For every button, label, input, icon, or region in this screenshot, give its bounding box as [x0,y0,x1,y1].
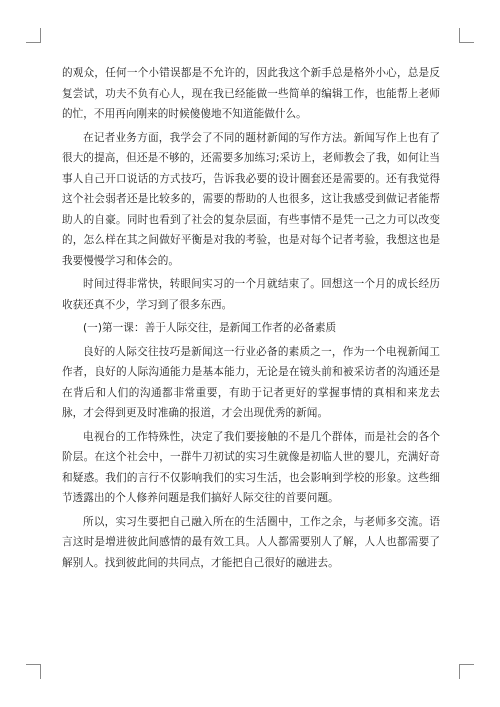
paragraph-interpersonal-skills: 良好的人际交往技巧是新闻这一行业必备的素质之一，作为一个电视新闻工作者，良好的人际沟通能力是基本能力，无论是在镜头前和被采访者的沟通还是在背后和人们的沟通都非常重要，有助于记者更好的掌握事情的真相和来龙去脉，才会得到更及时准确的报道，才会出现优秀的新闻。 [62,345,440,419]
section-heading-lesson-one: (一)第一课：善于人际交往，是新闻工作者的必备素质 [83,322,337,334]
crop-mark-top-right [459,28,474,43]
paragraph-tv-station: 电视台的工作特殊性，决定了我们要接触的不是几个群体，而是社会的各个阶层。在这个社会中，一群牛刀初试的实习生就像是初临人世的婴儿，充满好奇和疑惑。我们的言行不仅影响我们的实习生活，也会影响到学校的形象。这些细节透露出的个人修养问题是我们搞好人际交往的首要问题。 [62,430,440,504]
paragraph-conclusion: 所以，实习生要把自己融入所在的生活圈中，工作之余，与老师多交流。语言这时是增进彼此间感情的最有效工具。人人都需要别人了解，人人也都需要了解别人。找到彼此间的共同点，才能把自己很好的融进去。 [62,515,440,569]
document-body [62,63,440,576]
crop-mark-bottom-right [459,664,474,679]
paragraph-reporter-skills: 在记者业务方面，我学会了不同的题材新闻的写作方法。新闻写作上也有了很大的提高，但还是不够的，还需要多加练习;采访上，老师教会了我，如何让当事人自己开口说话的方式技巧，告诉我必要的设计圈套还是需要的。还有我觉得这个社会弱者还是比较多的，需要的帮助的人也很多，这让我感受到做记者能帮助人的自豪。同时也看到了社会的复杂层面，有些事情不是凭一己之力可以改变的，怎么样在其之间做好平衡是对我的考验，也是对每个记者考验，我想这也是我要慢慢学习和体会的。 [62,131,440,267]
paragraph-continued: 的观众，任何一个小错误都是不允许的，因此我这个新手总是格外小心，总是反复尝试，功夫不负有心人，现在我已经能做一些简单的编辑工作，也能帮上老师的忙，不用再向刚来的时候傻傻地不知道能做什么。 [62,67,440,120]
paragraph-time-passes: 时间过得非常快，转眼间实习的一个月就结束了。回想这一个月的成长经历收获还真不少，学习到了很多东西。 [62,278,440,311]
crop-mark-bottom-left [26,664,41,679]
crop-mark-top-left [26,28,41,43]
